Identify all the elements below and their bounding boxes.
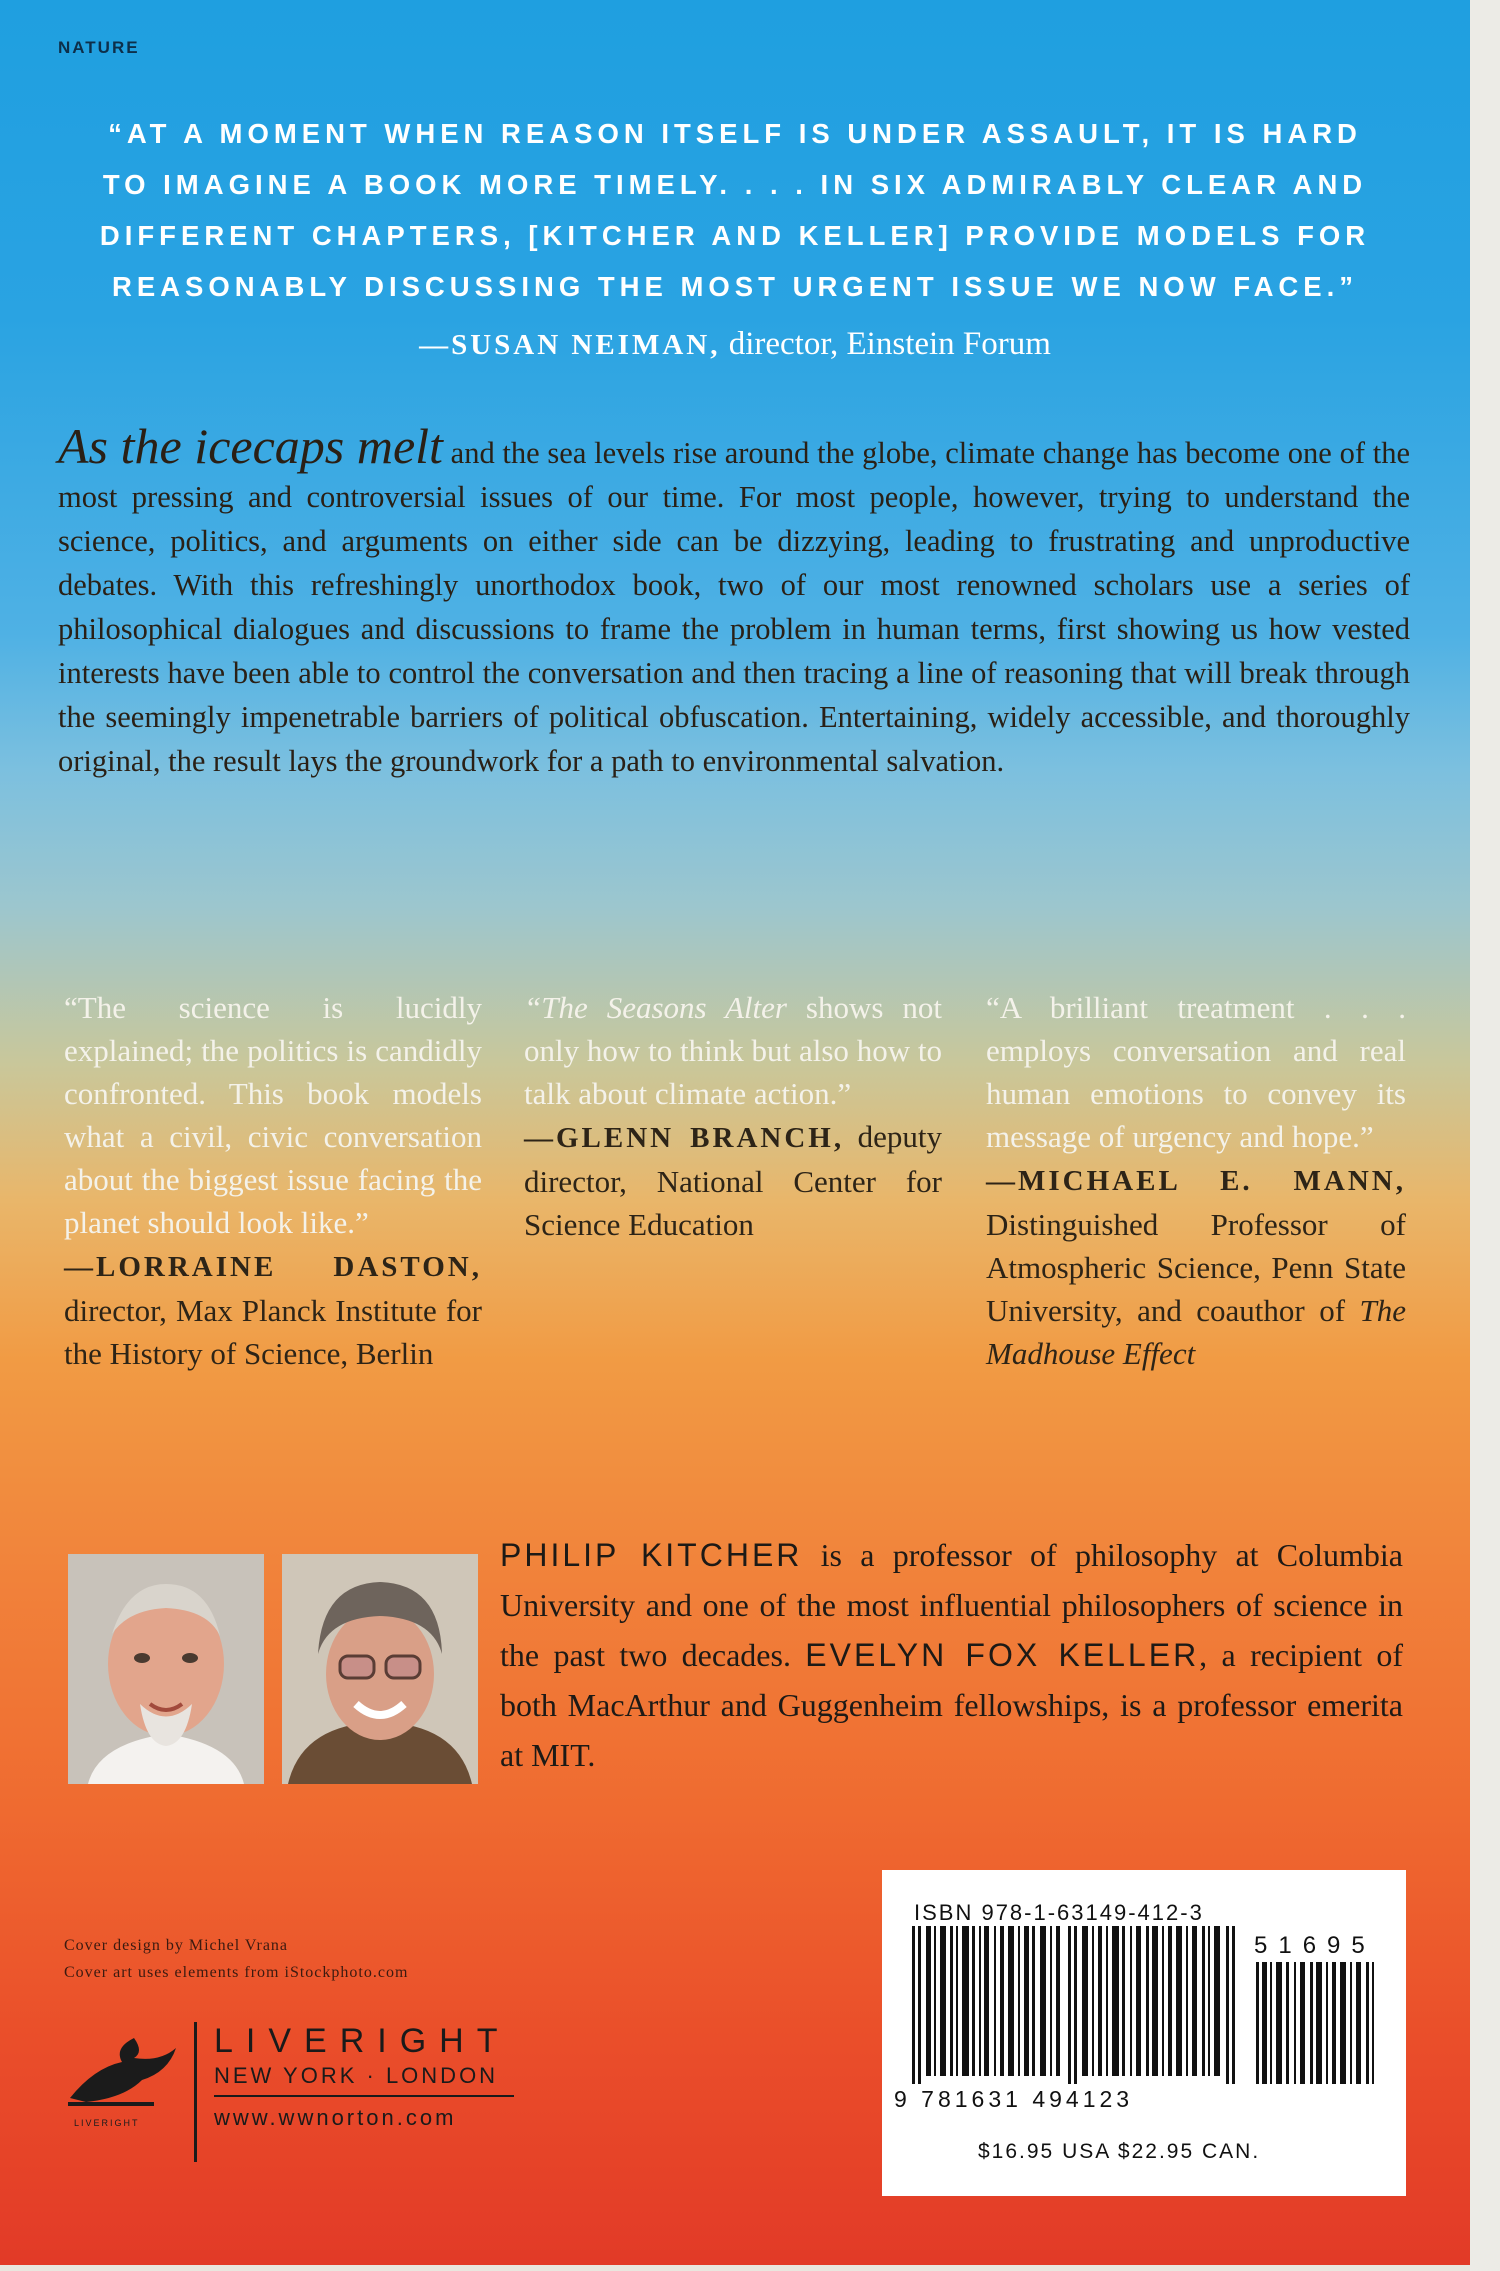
- barcode-box: [882, 1870, 1406, 2196]
- endorser-name: —MICHAEL E. MANN,: [986, 1165, 1406, 1197]
- retail-price: $16.95 USA $22.95 CAN.: [978, 2140, 1261, 2163]
- endorser-name: —LORRAINE DASTON,: [64, 1251, 482, 1283]
- isbn-label: ISBN 978-1-63149-412-3: [914, 1900, 1204, 1925]
- price-code: 51695: [1254, 1932, 1376, 1959]
- header-quote-line: TO IMAGINE A BOOK MORE TIMELY. . . . IN SIX ADMIRABLY CLEAR AND: [102, 169, 1368, 200]
- endorsement-quote: “A brilliant treatment . . . employs conversation and real human emotions to convey its message of urgency and hope.”: [986, 990, 1406, 1154]
- attribution-name: —SUSAN NEIMAN,: [419, 329, 721, 361]
- cover-art-credit: Cover art uses elements from iStockphoto.com: [64, 1964, 409, 1981]
- attribution-role: director, Einstein Forum: [720, 326, 1051, 362]
- book-description: [58, 418, 1410, 783]
- publisher-logo-icon: [64, 2028, 184, 2108]
- endorser-role: director, Max Planck Institute for the History of Science, Berlin: [64, 1293, 482, 1371]
- header-quote-line: DIFFERENT CHAPTERS, [KITCHER AND KELLER] PROVIDE MODELS FOR: [99, 220, 1371, 251]
- cover-credits: [64, 1932, 408, 1986]
- endorser-role: deputy director, National Center for Science Education: [524, 1119, 942, 1242]
- endorsement-branch: [524, 986, 942, 1246]
- header-quote-line: “AT A MOMENT WHEN REASON ITSELF IS UNDER ASSAULT, IT IS HARD: [108, 118, 1362, 149]
- portrait-man-image: [68, 1554, 264, 1784]
- endorsement-daston: [64, 986, 482, 1375]
- publisher-cities: NEW YORK · LONDON: [214, 2063, 499, 2088]
- author-photo-keller: [282, 1554, 478, 1784]
- barcode-digits: 9 781631 494123: [894, 2086, 1134, 2112]
- description-body: and the sea levels rise around the globe, climate change has become one of the most pressing and controversial issues of our time. For most people, however, trying to understand the science, politics, and arguments on either side can be dizzying, leading to frustrating and unproductive debates. With this refreshingly unorthodox book, two of our most renowned scholars use a series of philosophical dialogues and discussions to frame the problem in human terms, first showing us how vested interests have been able to control the conversation and then tracing a line of reasoning that will break through the seemingly impenetrable barriers of political obfuscation. Entertaining, widely accessible, and thoroughly original, the result lays the groundwork for a path to environmental salvation.: [58, 436, 1410, 778]
- endorsement-quote: “The science is lucidly explained; the politics is candidly confronted. This book models what a civil, civic conversation about the biggest issue facing the planet should look like.”: [64, 990, 482, 1240]
- header-quote-attribution: [50, 326, 1420, 363]
- author-bios: [500, 1530, 1403, 1780]
- description-lead: As the icecaps melt: [58, 418, 443, 474]
- author-name: EVELYN FOX KELLER: [805, 1637, 1200, 1673]
- price-barcode-image: [1254, 1962, 1376, 2084]
- endorser-role-title: The Madhouse Effect: [986, 1293, 1406, 1371]
- category-label: NATURE: [58, 38, 140, 57]
- author-bio: is a professor of philosophy at Columbia University and one of the most influential philosophers of science in the past two decades.: [500, 1537, 1404, 1673]
- publisher-name: LIVERIGHT: [214, 2022, 511, 2060]
- publisher-url: www.wwnorton.com: [214, 2105, 457, 2130]
- portrait-woman-image: [282, 1554, 478, 1784]
- publisher-text: [214, 2022, 514, 2131]
- publisher-rule: [214, 2095, 514, 2097]
- endorser-name: —GLENN BRANCH,: [524, 1122, 845, 1154]
- ean-barcode-image: [910, 1926, 1240, 2084]
- page-edge: [1470, 0, 1500, 2271]
- endorsement-quote: shows not only how to think but also how to talk about climate action.”: [524, 990, 942, 1111]
- cover-design-credit: Cover design by Michel Vrana: [64, 1937, 289, 1954]
- endorser-role: Distinguished Professor of Atmospheric Science, Penn State University, and coauthor of: [986, 1207, 1406, 1328]
- publisher-block: [64, 2022, 534, 2172]
- endorsement-quote-title: “The Seasons Alter: [524, 990, 787, 1025]
- header-quote: [50, 108, 1420, 312]
- header-quote-line: REASONABLY DISCUSSING THE MOST URGENT ISSUE WE NOW FACE.”: [111, 271, 1359, 302]
- author-photo-kitcher: [68, 1554, 264, 1784]
- imprint-label: LIVERIGHT: [74, 2118, 140, 2128]
- author-name: PHILIP KITCHER: [500, 1537, 803, 1573]
- author-bio: , a recipient of both MacArthur and Guggenheim fellowships, is a professor emerita at MIT.: [500, 1637, 1403, 1773]
- publisher-divider: [194, 2022, 197, 2162]
- endorsement-mann: [986, 986, 1406, 1375]
